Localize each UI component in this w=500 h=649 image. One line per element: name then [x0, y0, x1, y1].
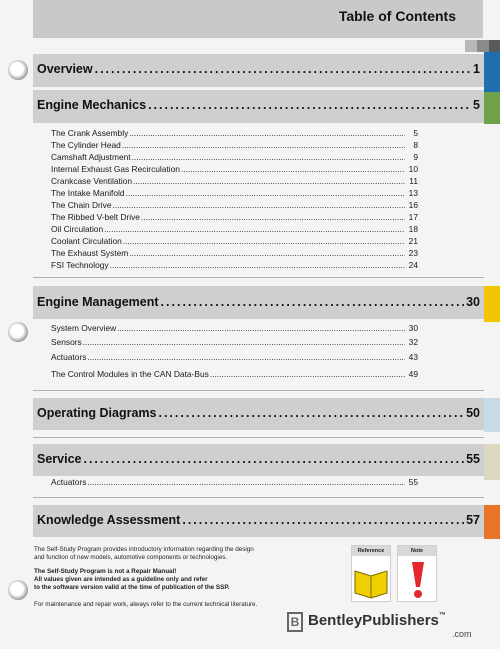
- leader-dots: [161, 295, 465, 309]
- leader-dots: [158, 406, 464, 420]
- section-tab-green: [484, 92, 500, 124]
- section-title-operating-diagrams[interactable]: Operating Diagrams ..... 50: [37, 406, 480, 420]
- section-title-knowledge-assessment[interactable]: Knowledge Assessment ..... 57: [37, 513, 480, 527]
- footer-maintenance: For maintenance and repair work, always refer to the current technical literature.: [34, 601, 258, 608]
- toc-item[interactable]: Crankcase Ventilation ..... 11: [51, 176, 418, 186]
- brand-domain: .com: [452, 629, 472, 639]
- section-title-service[interactable]: Service ..... 55: [37, 452, 480, 466]
- binder-hole: [8, 322, 28, 342]
- bentley-logo-mark: B: [287, 612, 303, 632]
- toc-item[interactable]: The Chain Drive ..... 16: [51, 200, 418, 210]
- toc-item[interactable]: Coolant Circulation ..... 21: [51, 236, 418, 246]
- toc-item[interactable]: Oil Circulation ..... 18: [51, 224, 418, 234]
- section-divider: [33, 497, 484, 498]
- reference-box: Reference: [351, 545, 391, 602]
- header-square: [477, 40, 489, 52]
- leader-dots: [83, 452, 464, 466]
- toc-item[interactable]: The Ribbed V-belt Drive ..... 17: [51, 212, 418, 222]
- binder-hole: [8, 580, 28, 600]
- leader-dots: [148, 98, 471, 112]
- toc-item[interactable]: Camshaft Adjustment ..... 9: [51, 152, 418, 162]
- toc-item[interactable]: The Control Modules in the CAN Data-Bus ..... 49: [51, 369, 418, 379]
- section-tab-lightblue: [484, 398, 500, 432]
- toc-item[interactable]: The Crank Assembly ..... 5: [51, 128, 418, 138]
- toc-item[interactable]: The Intake Manifold ..... 13: [51, 188, 418, 198]
- section-divider: [33, 390, 484, 391]
- toc-item[interactable]: The Exhaust System ..... 23: [51, 248, 418, 258]
- note-box: Note: [397, 545, 437, 602]
- section-tab-blue: [484, 52, 500, 92]
- toc-item[interactable]: Sensors ..... 32: [51, 337, 418, 347]
- page-title: Table of Contents: [338, 8, 456, 24]
- header-square: [489, 40, 500, 52]
- header-square: [465, 40, 477, 52]
- section-title-engine-mechanics[interactable]: Engine Mechanics ..... 5: [37, 98, 480, 112]
- toc-item[interactable]: Internal Exhaust Gas Recirculation ..... 10: [51, 164, 418, 174]
- section-tab-orange: [484, 505, 500, 539]
- section-tab-beige: [484, 444, 500, 480]
- toc-item[interactable]: FSI Technology ..... 24: [51, 260, 418, 270]
- footer-intro: The Self-Study Program provides introductory information regarding the design and function of new models, automotive components or technologies.: [34, 546, 254, 562]
- section-divider: [33, 437, 484, 438]
- section-title-overview[interactable]: Overview ..... 1: [37, 62, 480, 76]
- brand-name: BentleyPublishers™: [308, 612, 446, 629]
- toc-item[interactable]: The Cylinder Head ..... 8: [51, 140, 418, 150]
- exclamation-icon: [398, 557, 436, 601]
- binder-hole: [8, 60, 28, 80]
- leader-dots: [182, 513, 464, 527]
- toc-item[interactable]: System Overview ..... 30: [51, 323, 418, 333]
- open-book-icon: [352, 557, 390, 601]
- section-title-engine-management[interactable]: Engine Management ..... 30: [37, 295, 480, 309]
- toc-item[interactable]: Actuators ..... 55: [51, 477, 418, 487]
- section-tab-yellow: [484, 286, 500, 322]
- toc-item[interactable]: Actuators ..... 43: [51, 352, 418, 362]
- section-divider: [33, 277, 484, 278]
- footer-disclaimer: The Self-Study Program is not a Repair Manual! All values given are intended as a guideline only and refer to the software version valid at the time of publication of the SSP.: [34, 568, 230, 592]
- leader-dots: [95, 62, 471, 76]
